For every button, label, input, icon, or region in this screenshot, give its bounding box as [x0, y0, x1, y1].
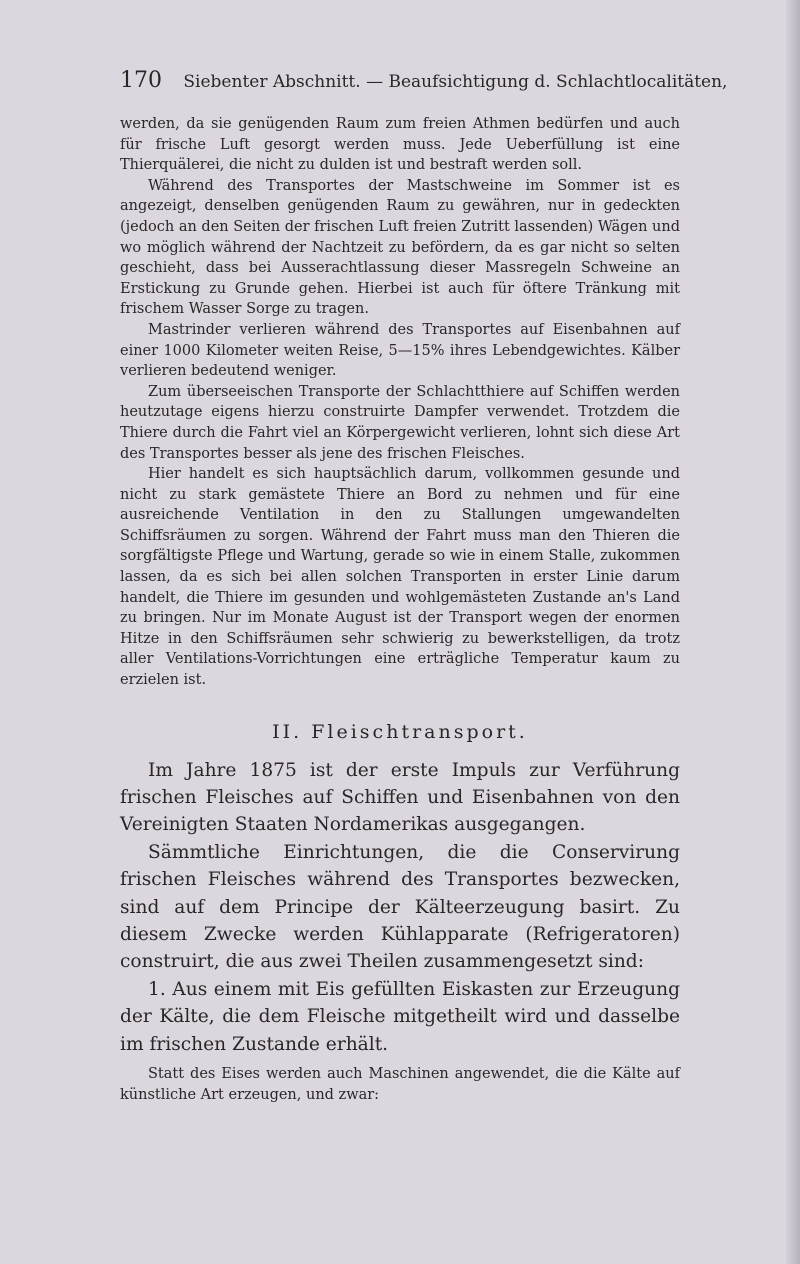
paragraph: Während des Transportes der Mastschweine im Sommer ist es angezeigt, denselben genügenden Raum zu gewähren, nur in gedeckten (jedoch an den Seiten der frischen Luft freien Zutritt lassenden) Wägen und wo möglich während der Nachtzeit zu befördern, da es gar nicht so selten geschieht, dass bei Ausserachtlassung dieser Massregeln Schweine an Erstickung zu Grunde gehen. Hierbei ist auch für öftere Tränkung mit frischem Wasser Sorge zu tragen.	[120, 177, 680, 318]
page-edge	[786, 0, 800, 1264]
paragraph: Mastrinder verlieren während des Transportes auf Eisenbahnen auf einer 1000 Kilometer weiten Reise, 5—15% ihres Lebendgewichtes. Kälber verlieren bedeutend weniger.	[120, 321, 680, 380]
paragraph: Hier handelt es sich hauptsächlich darum, vollkommen gesunde und nicht zu stark gemästete Thiere an Bord zu nehmen und für eine ausreichende Ventilation in den zu Stallungen umgewandelten Schiffsräumen zu sorgen. Während der Fahrt muss man den Thieren die sorgfältigste Pflege und Wartung, gerade so wie in einem Stalle, zukommen lassen, da es sich bei allen solchen Transporten in erster Linie darum handelt, die Thiere im gesunden und wohlgemästeten Zustande an's Land zu bringen. Nur im Monate August ist der Transport wegen der enormen Hitze in den Schiffsräumen sehr schwierig zu bewerkstelligen, da trotz aller Ventilations-Vorrichtungen eine erträgliche Temperatur kaum zu erzielen ist.	[120, 466, 680, 689]
running-header	[120, 68, 728, 93]
section-heading: II. Fleischtransport.	[272, 720, 528, 743]
closing-paragraph: Statt des Eises werden auch Maschinen angewendet, die die Kälte auf künstliche Art erzeugen, und zwar:	[120, 1066, 680, 1103]
large-paragraph: Sämmtliche Einrichtungen, die die Conservirung frischen Fleisches während des Transportes bezwecken, sind auf dem Principe der Kälteerzeugung basirt. Zu diesem Zwecke werden Kühlapparate (Refrigeratoren) construirt, die aus zwei Theilen zusammengesetzt sind:	[120, 841, 680, 973]
paragraph: Zum überseeischen Transporte der Schlachtthiere auf Schiffen werden heutzutage eigens hierzu construirte Dampfer verwendet. Trotzdem die Thiere durch die Fahrt viel an Körpergewicht verlieren, lohnt sich diese Art des Transportes besser als jene des frischen Fleisches.	[120, 383, 680, 462]
page-number: 170	[120, 68, 162, 93]
large-paragraph: Im Jahre 1875 ist der erste Impuls zur Verführung frischen Fleisches auf Schiffen und Eisenbahnen von den Vereinigten Staaten Nordamerikas ausgegangen.	[120, 759, 680, 836]
page-body	[120, 114, 680, 1105]
running-title: Siebenter Abschnitt. — Beaufsichtigung d. Schlachtlocalitäten,	[183, 72, 728, 92]
large-paragraph: 1. Aus einem mit Eis gefüllten Eiskasten zur Erzeugung der Kälte, die dem Fleische mitgetheilt wird und dasselbe im frischen Zustande erhält.	[120, 978, 680, 1055]
paragraph: werden, da sie genügenden Raum zum freien Athmen bedürfen und auch für frische Luft gesorgt werden muss. Jede Ueberfüllung ist eine Thierquälerei, die nicht zu dulden ist und bestraft werden soll.	[120, 116, 680, 174]
